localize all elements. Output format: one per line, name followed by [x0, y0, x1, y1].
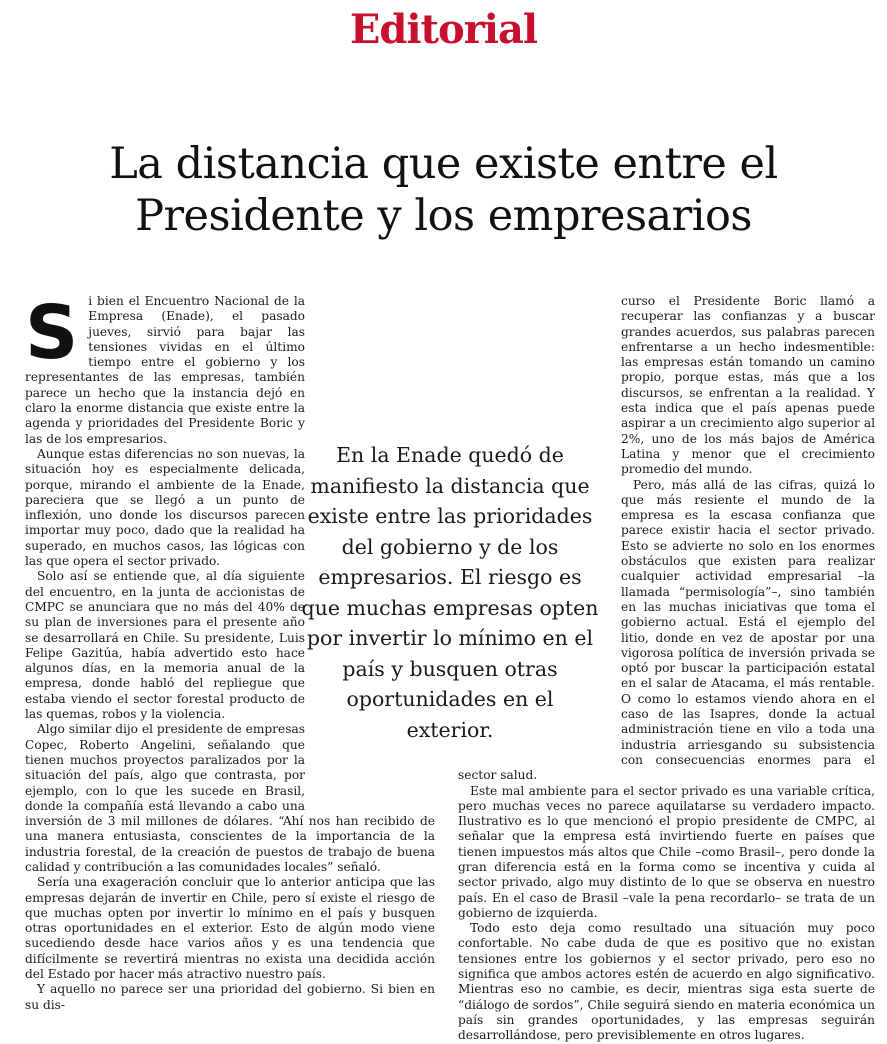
paragraph: i bien el Encuentro Nacional de la Empresa (Enade), el pasado jueves, sirvió para bajar las tensiones vividas en el último tiempo entre el gobierno y los representantes de las empresas, también parece un hecho que la instancia dejó en claro la enorme distancia que existe entre la agenda y prioridades del Presidente Boric y las de los empresarios. — [25, 294, 305, 446]
paragraph: Y aquello no parece ser una prioridad del gobierno. Si bien en su dis- — [25, 982, 435, 1012]
paragraph: Pero, más allá de las cifras, quizá lo que más resiente el mundo de la empresa es la escasa confianza que parece existir hacia el sector privado. Esto se advierte no solo en los enormes obstáculos que existen para realizar cualquier actividad empresarial –la llamada “permisología”–, sino también en las muchas iniciativas que toma el gobierno actual. Está el ejemplo del litio, donde en vez de apostar por una vigorosa política de inversión privada se optó por buscar la participación estatal en el salar de Atacama, el más rentable. O como lo estamos viendo ahora en el caso de las Isapres, donde la actual administración tiene en vilo a toda una industria arriesgando su subsistencia con consecuencias enormes para el sector salud. — [458, 477, 875, 783]
paragraph: Aunque estas diferencias no son nuevas, la situación hoy es especialmente delicada, porque, mirando el ambiente de la Enade, pareciera que se llegó a un punto de inflexión, uno donde los discursos parecen importar muy poco, dado que la realidad ha superado, en muchos casos, las lógicas con las que opera el sector privado. — [25, 446, 305, 569]
drop-cap: S — [25, 290, 79, 376]
paragraph: Todo esto deja como resultado una situación muy poco confortable. No cabe duda de que es positivo que no existan tensiones entre los gobiernos y el sector privado, pero eso no significa que ambos actores estén de acuerdo en algo significativo. Mientras eso no cambie, es decir, mientras siga esta suerte de “diálogo de sordos”, Chile seguirá siendo en materia económica un país sin grandes oportunidades, y las empresas seguirán desarrollándose, pero previsiblemente en otros lugares. — [458, 921, 875, 1043]
section-title: Editorial — [349, 6, 538, 53]
paragraph: Algo similar dijo el presidente de empresas Copec, Roberto Angelini, señalando que tienen muchos proyectos paralizados por la situación del país, algo que contrasta, por ejemplo, con lo que les sucede en Brasil, donde la compañía está llevando a cabo una inversión de 3 mil millones de dólares. “Ahí nos han recibido de una manera entusiasta, conscientes de la importancia de la industria forestal, de la creación de puestos de trabajo de buena calidad y contribución a las comunidades locales” señaló. — [25, 722, 435, 874]
paragraph: curso el Presidente Boric llamó a recuperar las confianzas y a buscar grandes acuerdos, sus palabras parecen enfrentarse a un hecho indesmentible: las empresas están tomando un camino propio, porque estas, más que a los discursos, se enfrentan a la realidad. Y esta indica que el país apenas puede aspirar a un crecimiento algo superior al 2%, uno de los más bajos de América Latina y menor que el crecimiento promedio del mundo. — [621, 294, 875, 477]
paragraph: Solo así se entiende que, al día siguiente del encuentro, en la junta de accionistas de CMPC se anunciara que no más del 40% de su plan de inversiones para el presente año se desarrollará en Chile. Su presidente, Luis Felipe Gazitúa, había advertido esto hace algunos días, en la memoria anual de la empresa, donde habló del repliegue que estaba viendo el sector forestal producto de las quemas, robos y la violencia. — [25, 569, 305, 722]
headline: La distancia que existe entre el Presidente y los empresarios — [109, 139, 778, 241]
paragraph: Este mal ambiente para el sector privado es una variable crítica, pero muchas veces no parece aquilatarse su verdadero impacto. Ilustrativo es lo que mencionó el propio presidente de CMPC, al señalar que la empresa está invirtiendo fuerte en países que tienen impuestos más altos que Chile –como Brasil–, pero donde la gran diferencia está en la forma como se incentiva y cuida al sector privado, algo muy distinto de lo que se observa en nuestro país. En el caso de Brasil –vale la pena recordarlo– se trata de un gobierno de izquierda. — [458, 783, 875, 920]
paragraph: Sería una exageración concluir que lo anterior anticipa que las empresas dejarán de invertir en Chile, pero sí existe el riesgo de que muchas opten por invertir lo mínimo en el país y busquen otras oportunidades en el exterior. Esto de algún modo viene sucediendo desde hace varios años y es una tendencia que difícilmente se revertirá mientras no exista una decidida acción del Estado por hacer más atractivo nuestro país. — [25, 875, 435, 982]
pullquote: En la Enade quedó de manifiesto la distancia que existe entre las prioridades del gobierno y de los empresarios. El riesgo es que muchas empresas opten por invertir lo mínimo en el país y busquen otras oportunidades en el exterior. — [301, 443, 599, 742]
